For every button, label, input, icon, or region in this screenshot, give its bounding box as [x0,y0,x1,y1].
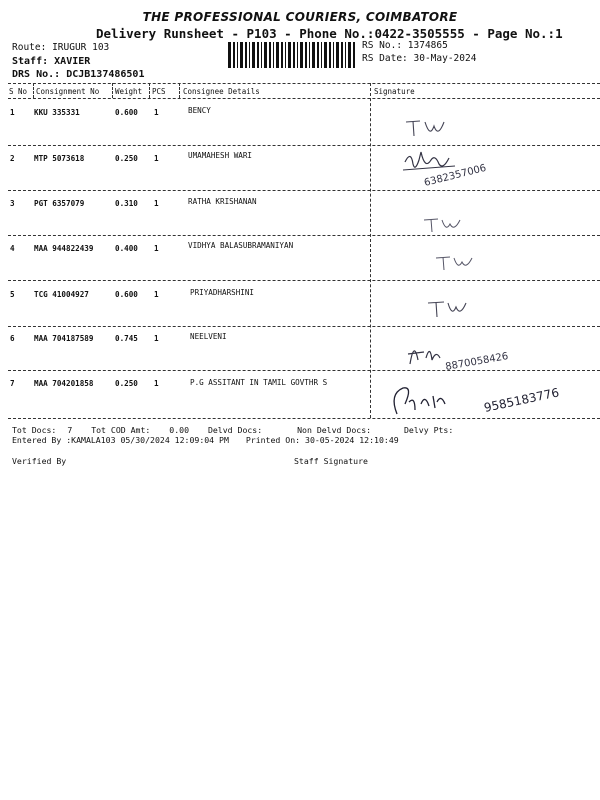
row-weight: 0.745 [115,334,138,343]
rs-date-label: RS Date: [362,53,408,64]
drs-value: DCJB137486501 [66,69,145,80]
staff-line [12,56,90,67]
rs-no-label: RS No.: [362,40,403,51]
col-header-pcs: PCS [152,87,166,96]
row-consignee: RATHA KRISHANAN [188,197,257,206]
signature-row-5 [424,295,484,321]
row-sno: 2 [10,154,15,163]
row-consignee: VIDHYA BALASUBRAMANIYAN [188,241,294,250]
row-pcs: 1 [154,244,159,253]
row-consignment: TCG 41004927 [34,290,89,299]
row-consignee: UMAMAHESH WARI [188,151,253,160]
tot-docs-value: 7 [67,425,73,435]
col-divider [179,83,180,98]
col-header-consignment: Consignment No [36,87,100,96]
tot-cod-value: 0.00 [169,425,189,435]
entered-by-label: Entered By : [12,435,72,445]
signature-col-divider [370,83,371,418]
rs-no-value: 1374865 [407,40,448,51]
entered-line [12,435,399,445]
rs-no-line [362,40,448,51]
row-sno: 3 [10,199,15,208]
row7-handwritten-phone: 9585183776 [482,385,561,415]
col-divider [33,83,34,98]
row-consignee: BENCY [188,106,211,115]
signature-row-7 [385,374,595,420]
signature-row-1 [400,112,470,142]
row-pcs: 1 [154,334,159,343]
row-weight: 0.250 [115,154,138,163]
row6-handwritten-phone: 8870058426 [444,351,510,373]
row-pcs: 1 [154,108,159,117]
row-sno: 1 [10,108,15,117]
barcode [228,42,356,68]
row-pcs: 1 [154,154,159,163]
row-weight: 0.600 [115,290,138,299]
row-weight: 0.250 [115,379,138,388]
entered-by-value: KAMALA103 05/30/2024 12:09:04 PM [71,435,229,445]
row-weight: 0.310 [115,199,138,208]
route-value: IRUGUR 103 [52,42,110,53]
row-sno: 7 [10,379,15,388]
row-consignment: MAA 704201858 [34,379,94,388]
route-line [12,42,109,53]
table-top-rule [8,83,600,84]
signature-row-6 [400,330,550,374]
route-label: Route: [12,42,47,53]
rs-date-line [362,53,476,64]
company-name: THE PROFESSIONAL COURIERS, COIMBATORE [142,10,458,24]
signature-row-4 [432,250,492,274]
tot-docs-label: Tot Docs: [12,425,57,435]
row-consignment: PGT 6357079 [34,199,85,208]
row-consignment: KKU 335331 [34,108,80,117]
printed-on-label: Printed On: [245,435,301,445]
col-header-signature: Signature [374,87,415,96]
totals-line [12,425,453,435]
row-sno: 4 [10,244,15,253]
row-weight: 0.600 [115,108,138,117]
row-sno: 5 [10,290,15,299]
row-weight: 0.400 [115,244,138,253]
row-consignee: NEELVENI [190,332,227,341]
delvd-docs-label: Delvd Docs: [207,425,263,435]
row-consignment: MAA 704187589 [34,334,94,343]
row-sno: 6 [10,334,15,343]
row-consignment: MAA 944822439 [34,244,94,253]
col-divider [149,83,150,98]
row-pcs: 1 [154,379,159,388]
col-header-weight: Weight [115,87,143,96]
col-divider [112,83,113,98]
drs-label: DRS No.: [12,69,61,80]
tot-cod-label: Tot COD Amt: [91,425,151,435]
staff-signature: Staff Signature [294,456,368,466]
row-pcs: 1 [154,199,159,208]
table-header-rule [8,98,600,99]
drs-line [12,69,144,80]
non-delvd-docs-label: Non Delvd Docs: [297,425,372,435]
signature-row-3 [420,212,480,236]
row-divider [8,235,600,236]
row-pcs: 1 [154,290,159,299]
delvy-pts-label: Delvy Pts: [404,425,454,435]
staff-value: XAVIER [54,56,91,67]
row-consignee: PRIYADHARSHINI [190,288,255,297]
col-header-sno: S No [9,87,28,96]
staff-label: Staff: [12,56,49,67]
row2-handwritten-phone: 6382357006 [423,162,488,189]
col-header-consignee: Consignee Details [183,87,260,96]
row-divider [8,326,600,327]
rs-date-value: 30-May-2024 [413,53,477,64]
row-consignment: MTP 5073618 [34,154,85,163]
verified-by: Verified By [12,456,67,466]
runsheet-title: Delivery Runsheet - P103 - Phone No.:0422-3505555 - Page No.:1 [96,26,563,41]
row-consignee: P.G ASSITANT IN TAMIL GOVTHR S [190,378,328,387]
row-divider [8,280,600,281]
signature-row-2 [395,142,525,192]
printed-on-value: 30-05-2024 12:10:49 [305,435,399,445]
